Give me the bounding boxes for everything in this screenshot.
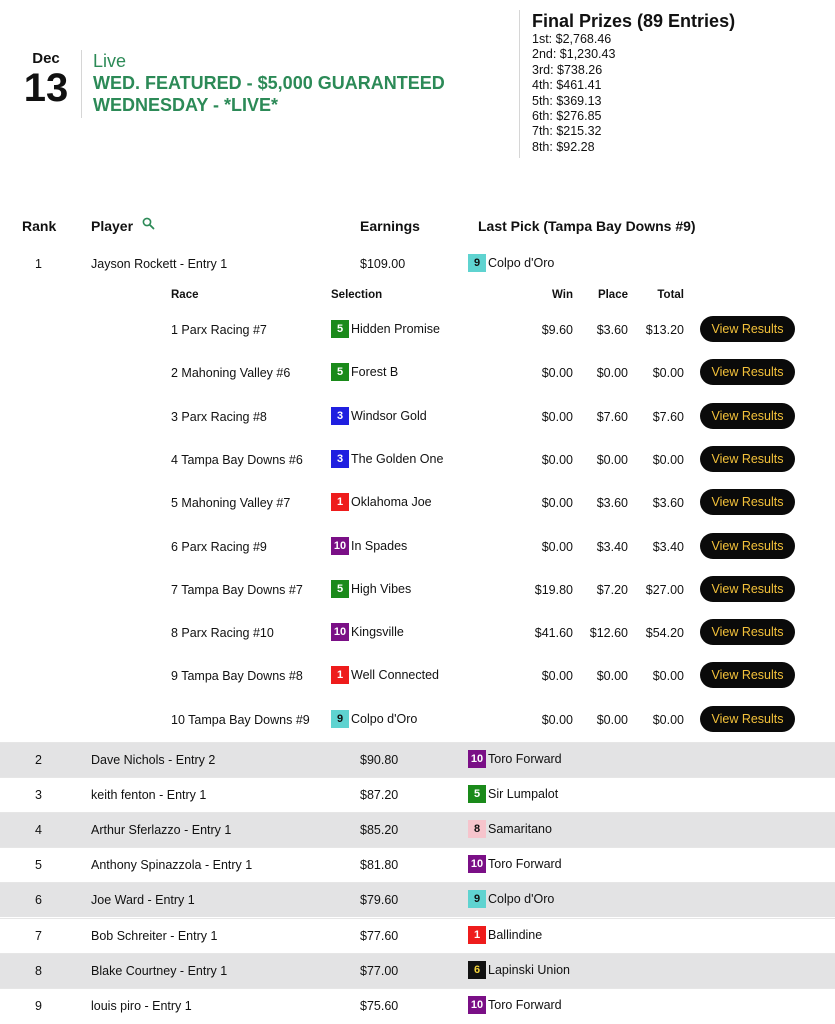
player-name[interactable]: Blake Courtney - Entry 1 [91, 963, 228, 978]
view-results-button[interactable]: View Results [700, 489, 795, 515]
program-number-badge: 10 [468, 996, 486, 1014]
race-name: 7 Tampa Bay Downs #7 [171, 582, 303, 597]
total-amount: $0.00 [652, 712, 684, 727]
leaderboard-row [0, 988, 835, 1023]
player-last-pick [468, 785, 558, 803]
total-amount: $13.20 [645, 323, 684, 337]
selection-horse-name: Forest B [351, 365, 399, 380]
race-pick-row [0, 483, 835, 526]
leaderboard-row [0, 953, 835, 988]
view-results-button[interactable]: View Results [700, 359, 795, 385]
leaderboard-row [0, 847, 835, 882]
selection-horse-name: Well Connected [351, 668, 440, 683]
player-last-pick [468, 820, 552, 838]
player-earnings: $77.60 [360, 928, 399, 943]
event-info [93, 50, 493, 116]
total-amount: $0.00 [652, 669, 684, 684]
race-pick-row [0, 353, 835, 396]
player-name[interactable]: Bob Schreiter - Entry 1 [91, 928, 218, 943]
selection-horse-name: Windsor Gold [351, 408, 427, 423]
total-amount: $3.40 [652, 539, 684, 554]
program-number-badge: 3 [331, 450, 349, 468]
rank-number: 6 [35, 893, 42, 908]
player-last-pick [468, 890, 554, 908]
selection-horse-name: Oklahoma Joe [351, 495, 432, 510]
race-pick-row [0, 397, 835, 440]
program-number-badge: 9 [331, 710, 349, 728]
win-amount: $0.00 [541, 409, 573, 424]
race-pick-row [0, 613, 835, 656]
program-number-badge: 10 [468, 750, 486, 768]
win-amount: $0.00 [541, 539, 573, 554]
race-pick-row [0, 310, 835, 353]
race-name: 1 Parx Racing #7 [171, 323, 267, 337]
race-pick-row [0, 527, 835, 570]
total-amount: $0.00 [652, 366, 684, 381]
view-results-button[interactable]: View Results [700, 706, 795, 732]
race-selection [331, 623, 404, 641]
player-earnings: $87.20 [360, 788, 399, 803]
view-results-button[interactable]: View Results [700, 619, 795, 645]
leaderboard-row [0, 812, 835, 847]
player-last-pick [468, 855, 562, 873]
rank-number: 7 [35, 928, 42, 943]
program-number-badge: 1 [468, 926, 486, 944]
rank-number: 3 [35, 788, 42, 803]
place-amount: $0.00 [596, 452, 628, 467]
prize-list [532, 32, 735, 155]
prize-line: 1st: $2,768.46 [532, 32, 612, 46]
player-header [91, 218, 155, 234]
program-number-badge: 10 [331, 537, 349, 555]
place-amount: $3.60 [596, 323, 628, 337]
program-number-badge: 8 [468, 820, 486, 838]
rank-number: 2 [35, 753, 42, 767]
pick-horse-name: Colpo d'Oro [488, 256, 555, 270]
race-name: 9 Tampa Bay Downs #8 [171, 669, 303, 684]
rank-header: Rank [22, 218, 57, 234]
race-selection [331, 407, 427, 425]
program-number-badge: 9 [468, 890, 486, 908]
race-selection [331, 666, 439, 684]
event-date [18, 50, 74, 108]
sub-win-header: Win [552, 289, 573, 301]
player-earnings: $90.80 [360, 753, 399, 767]
total-amount: $54.20 [645, 626, 684, 641]
leader-last-pick [468, 254, 554, 272]
pick-horse-name: Toro Forward [488, 857, 562, 872]
race-selection [331, 537, 407, 555]
prize-line: 6th: $276.85 [532, 109, 602, 124]
selection-horse-name: In Spades [351, 538, 408, 553]
leaderboard-row [0, 918, 835, 953]
race-selection [331, 493, 432, 511]
program-number-badge: 6 [468, 961, 486, 979]
pick-horse-name: Sir Lumpalot [488, 787, 559, 802]
player-last-pick [468, 996, 562, 1014]
sub-place-header: Place [597, 289, 628, 301]
race-pick-row [0, 570, 835, 613]
race-name: 10 Tampa Bay Downs #9 [171, 712, 310, 727]
program-number-badge: 10 [468, 855, 486, 873]
prize-line: 8th: $92.28 [532, 139, 595, 154]
race-name: 2 Mahoning Valley #6 [171, 366, 291, 381]
pick-horse-name: Samaritano [488, 822, 552, 837]
prize-line: 4th: $461.41 [532, 78, 602, 93]
view-results-button[interactable]: View Results [700, 662, 795, 688]
player-last-pick [468, 961, 570, 979]
win-amount: $9.60 [541, 323, 573, 337]
view-results-button[interactable]: View Results [700, 576, 795, 602]
place-amount: $7.20 [596, 582, 628, 597]
player-name[interactable]: keith fenton - Entry 1 [91, 788, 207, 803]
event-month: Dec [32, 50, 60, 67]
race-name: 8 Parx Racing #10 [171, 626, 274, 641]
race-pick-row [0, 440, 835, 483]
view-results-button[interactable]: View Results [700, 316, 795, 342]
event-title-line2: WEDNESDAY - *LIVE* [93, 95, 279, 115]
rank-number: 5 [35, 858, 42, 873]
event-status: Live [93, 51, 127, 71]
place-amount: $3.40 [596, 539, 628, 554]
search-icon[interactable] [142, 217, 155, 233]
place-amount: $12.60 [589, 626, 628, 641]
race-selection [331, 320, 440, 338]
race-selection [331, 363, 398, 381]
pick-horse-name: Toro Forward [488, 997, 562, 1012]
leaderboard-row [0, 777, 835, 812]
race-name: 3 Parx Racing #8 [171, 409, 267, 424]
place-amount: $0.00 [596, 366, 628, 381]
player-name[interactable]: louis piro - Entry 1 [91, 998, 192, 1013]
place-amount: $3.60 [596, 496, 628, 511]
program-number-badge: 1 [331, 493, 349, 511]
leader-earnings: $109.00 [360, 257, 406, 271]
pick-horse-name: Lapinski Union [488, 962, 570, 977]
selection-horse-name: Kingsville [351, 625, 404, 640]
last-pick-header: Last Pick (Tampa Bay Downs #9) [478, 218, 696, 234]
win-amount: $19.80 [534, 582, 573, 597]
player-earnings: $85.20 [360, 823, 399, 838]
program-number-badge: 5 [331, 580, 349, 598]
prizes-title: Final Prizes (89 Entries) [532, 11, 736, 31]
player-name[interactable]: Dave Nichols - Entry 2 [91, 753, 216, 767]
player-earnings: $77.00 [360, 963, 399, 978]
total-amount: $27.00 [645, 582, 684, 597]
header-divider [81, 50, 82, 118]
prize-line: 2nd: $1,230.43 [532, 47, 616, 62]
race-name: 4 Tampa Bay Downs #6 [171, 452, 303, 467]
place-amount: $7.60 [596, 409, 628, 424]
view-results-button[interactable]: View Results [700, 446, 795, 472]
program-number-badge: 1 [331, 666, 349, 684]
win-amount: $0.00 [541, 366, 573, 381]
player-earnings: $79.60 [360, 893, 399, 908]
sub-race-header: Race [171, 289, 199, 301]
leaderboard-row [0, 742, 835, 777]
prize-line: 5th: $369.13 [532, 93, 602, 108]
program-number-badge: 10 [331, 623, 349, 641]
view-results-button[interactable]: View Results [700, 403, 795, 429]
total-amount: $3.60 [652, 496, 684, 511]
race-name: 5 Mahoning Valley #7 [171, 496, 291, 511]
rank-number: 8 [35, 963, 42, 978]
leader-player[interactable]: Jayson Rockett - Entry 1 [91, 257, 228, 271]
player-earnings: $81.80 [360, 858, 399, 873]
pick-horse-name: Colpo d'Oro [488, 892, 555, 907]
program-number-badge: 5 [468, 785, 486, 803]
win-amount: $0.00 [541, 452, 573, 467]
view-results-button[interactable]: View Results [700, 533, 795, 559]
player-last-pick [468, 750, 562, 768]
prizes-divider [519, 10, 520, 158]
win-amount: $0.00 [541, 712, 573, 727]
race-selection [331, 580, 411, 598]
sub-selection-header: Selection [331, 289, 383, 301]
final-prizes [532, 10, 735, 155]
leaderboard-row [0, 882, 835, 917]
race-selection [331, 710, 417, 728]
selection-horse-name: High Vibes [351, 581, 412, 596]
pick-horse-name: Ballindine [488, 927, 543, 942]
player-last-pick [468, 926, 542, 944]
total-amount: $7.60 [652, 409, 684, 424]
win-amount: $0.00 [541, 669, 573, 684]
race-name: 6 Parx Racing #9 [171, 539, 267, 554]
program-number-badge: 3 [331, 407, 349, 425]
win-amount: $0.00 [541, 496, 573, 511]
win-amount: $41.60 [534, 626, 573, 641]
place-amount: $0.00 [596, 712, 628, 727]
program-number-badge: 5 [331, 320, 349, 338]
race-pick-row [0, 700, 835, 743]
player-header-label: Player [91, 218, 134, 234]
event-day: 13 [23, 66, 69, 110]
rank-number: 4 [35, 823, 42, 838]
program-number-badge: 5 [331, 363, 349, 381]
selection-horse-name: Hidden Promise [351, 322, 440, 336]
prize-line: 7th: $215.32 [532, 124, 602, 139]
race-pick-row [0, 656, 835, 699]
prize-line: 3rd: $738.26 [532, 62, 603, 77]
player-earnings: $75.60 [360, 998, 399, 1013]
race-selection [331, 450, 443, 468]
player-name[interactable]: Arthur Sferlazzo - Entry 1 [91, 823, 232, 838]
leader-rank: 1 [35, 257, 42, 271]
player-name[interactable]: Joe Ward - Entry 1 [91, 893, 195, 908]
pick-horse-name: Toro Forward [488, 752, 562, 766]
program-number-badge: 9 [468, 254, 486, 272]
event-title-line1: WED. FEATURED - $5,000 GUARANTEED [93, 73, 445, 93]
player-name[interactable]: Anthony Spinazzola - Entry 1 [91, 858, 253, 873]
place-amount: $0.00 [596, 669, 628, 684]
rank-number: 9 [35, 998, 42, 1013]
selection-horse-name: Colpo d'Oro [351, 711, 418, 726]
selection-horse-name: The Golden One [351, 451, 444, 466]
earnings-header: Earnings [360, 218, 420, 234]
total-amount: $0.00 [652, 452, 684, 467]
sub-total-header: Total [657, 289, 684, 301]
